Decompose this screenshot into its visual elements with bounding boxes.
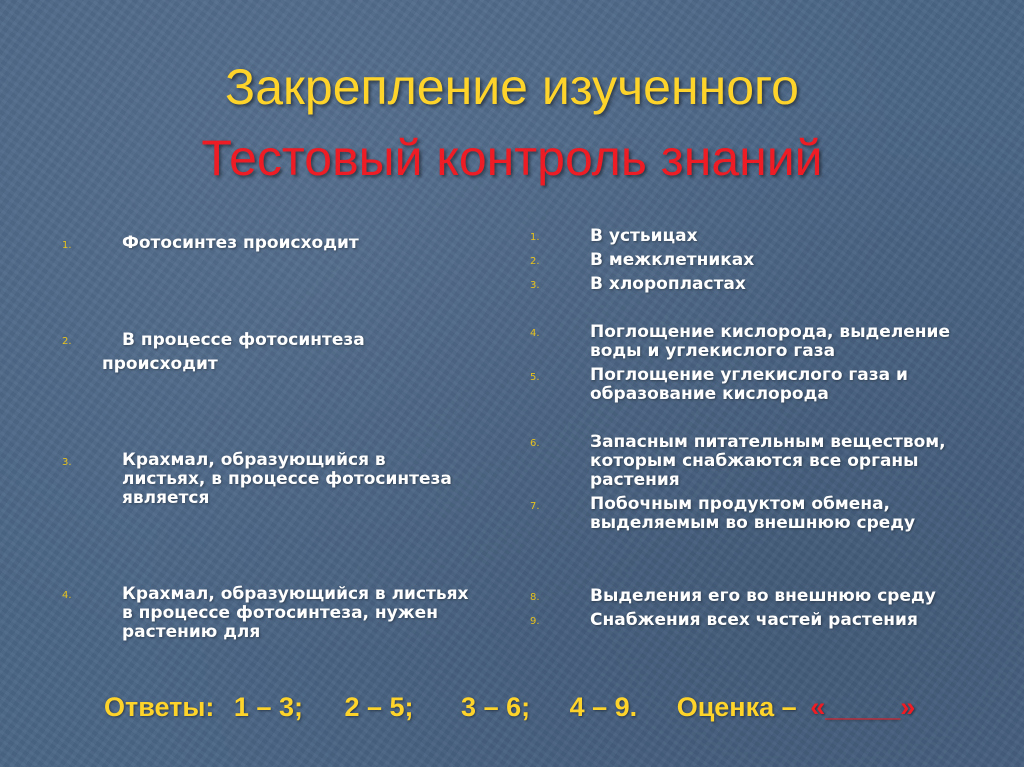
option-text: Выделения его во внешнюю среду [590,586,936,606]
option-number: 5. [530,372,540,383]
answer-3: 3 – 6; [461,692,531,722]
option-text: Снабжения всех частей растения [590,610,918,630]
answers-line [104,692,1004,723]
option-text: Побочным продуктом обмена, [590,494,890,514]
question-text: Крахмал, образующийся в [122,450,386,470]
option-text: В хлоропластах [590,274,746,294]
answers-label: Ответы: [104,692,215,722]
answer-4: 4 – 9. [569,692,638,722]
question-text: В процессе фотосинтеза [122,330,365,350]
question-number: 3. [62,457,72,468]
question-text: растению для [122,622,261,642]
question-text: происходит [102,354,218,374]
question-text: листьях, в процессе фотосинтеза [122,469,452,489]
question-text: является [122,488,210,508]
option-text: воды и углекислого газа [590,341,836,361]
question-text: Фотосинтез происходит [122,233,359,253]
question-number: 2. [62,336,72,347]
grade-blank: «_____» [810,692,916,722]
option-text: В устьицах [590,226,698,246]
option-number: 6. [530,438,540,449]
option-number: 2. [530,256,540,267]
option-number: 7. [530,501,540,512]
option-number: 1. [530,232,540,243]
grade-label: Оценка – [676,692,797,722]
question-number: 1. [62,240,72,251]
option-number: 3. [530,280,540,291]
answer-1: 1 – 3; [233,692,303,722]
option-text: В межклетниках [590,250,755,270]
question-number: 4. [62,590,72,601]
question-text: Крахмал, образующийся в листьях [122,584,469,604]
answer-2: 2 – 5; [344,692,414,722]
slide-title: Закрепление изученного [225,59,799,115]
option-text: Запасным питательным веществом, [590,432,946,452]
option-text: выделяемым во внешнюю среду [590,513,916,533]
slide-subtitle: Тестовый контроль знаний [201,130,823,186]
question-text: в процессе фотосинтеза, нужен [122,603,438,623]
option-number: 4. [530,328,540,339]
option-text: образование кислорода [590,384,829,404]
option-text: Поглощение углекислого газа и [590,365,908,385]
option-text: которым снабжаются все органы [590,451,919,471]
option-number: 9. [530,616,540,627]
option-text: Поглощение кислорода, выделение [590,322,950,342]
option-number: 8. [530,592,540,603]
option-text: растения [590,470,680,490]
